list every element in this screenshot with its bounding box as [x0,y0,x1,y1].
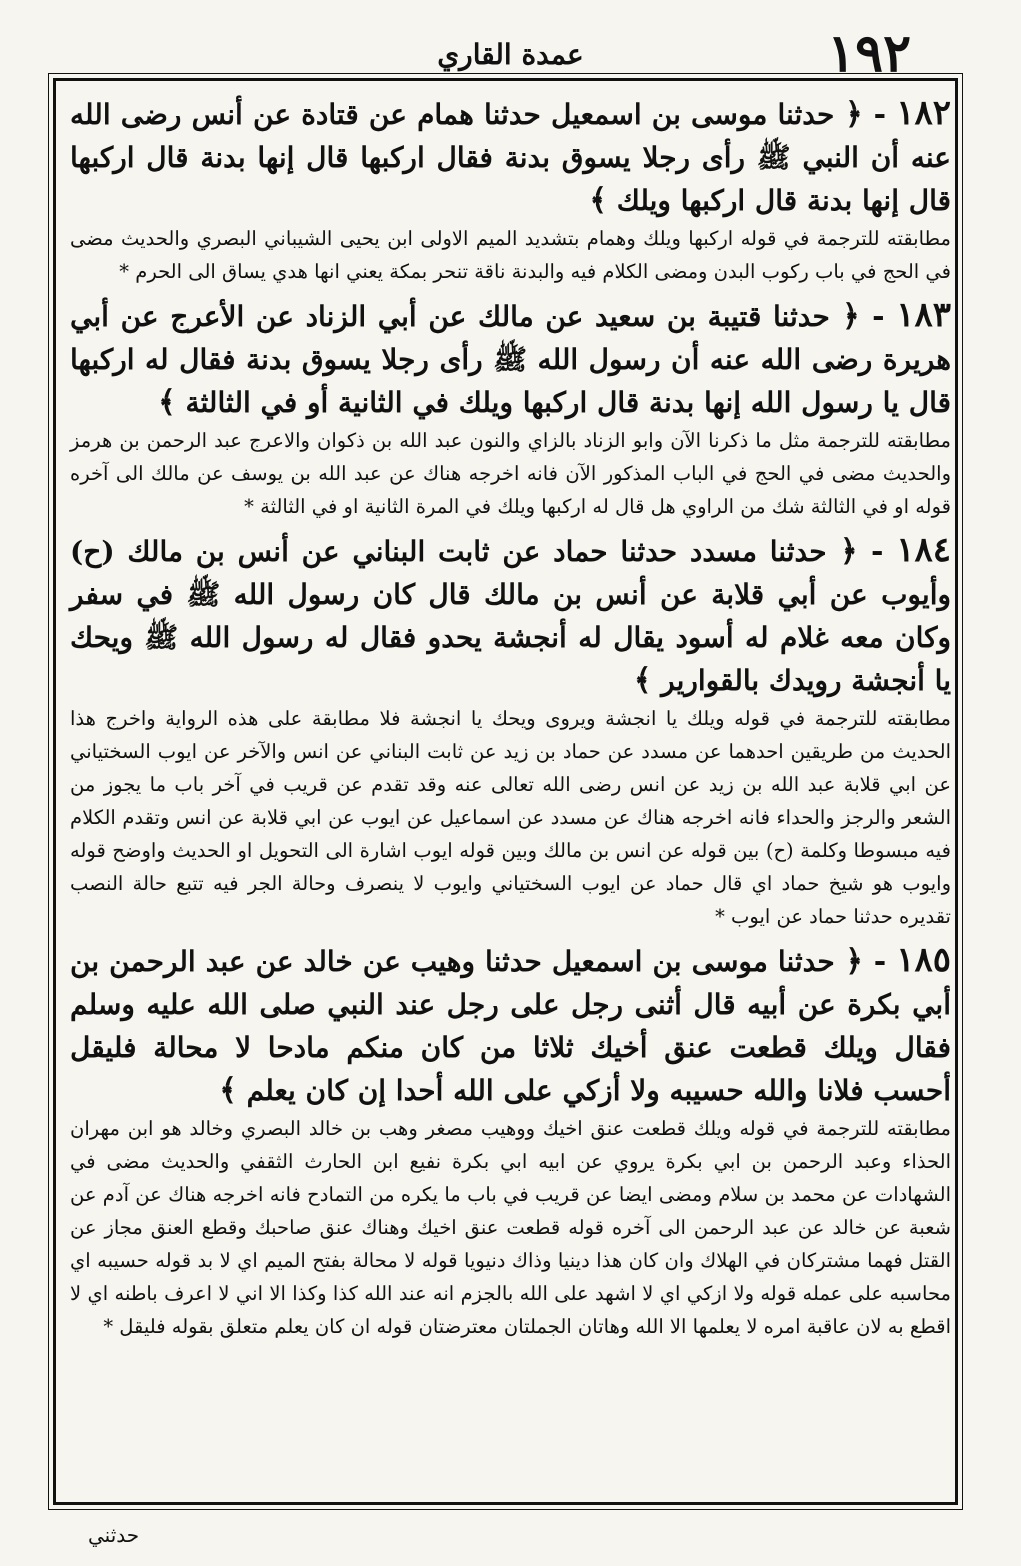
hadith-183 [70,294,951,424]
commentary-182: مطابقته للترجمة في قوله اركبها ويلك وهمام بتشديد الميم الاولى ابن يحيى الشيباني البصري والحديث مضى في الحج في باب ركوب البدن ومضى الكلام فيه والبدنة ناقة تنحر بمكة يعني انها هدي يساق الى الحرم * [70,227,951,283]
hadith-185 [70,939,951,1112]
hadith-text: حدثنا موسى بن اسمعيل حدثنا همام عن قتادة عن أنس رضى الله عنه أن النبي ﷺ رأى رجلا يسوق بدنة فقال اركبها قال إنها بدنة قال اركبها قال إنها بدنة قال اركبها ويلك [70,98,951,217]
close-marker: ﴾ [589,183,607,218]
close-marker: ﴾ [633,663,652,698]
text-body [70,92,951,1349]
close-marker: ﴾ [219,1073,237,1108]
dash-marker: - ﴿ [834,944,887,979]
hadith-text: حدثنا موسى بن اسمعيل حدثنا وهيب عن خالد عن عبد الرحمن بن أبي بكرة عن أبيه قال أثنى رجل على رجل عند النبي صلى الله عليه وسلم فقال ويلك قطعت عنق أخيك ثلاثا من كان منكم مادحا لا محالة فليقل أحسب فلانا والله حسيبه ولا أزكي على الله أحدا إن كان يعلم [70,945,952,1107]
hadith-182 [70,92,951,222]
hadith-text: حدثنا قتيبة بن سعيد عن مالك عن أبي الزناد عن الأعرج عن أبي هريرة رضى الله عنه أن رسول الله ﷺ رأى رجلا يسوق بدنة فقال له اركبها قال يا رسول الله إنها بدنة قال اركبها ويلك في الثانية أو في الثالثة [70,300,951,419]
dash-marker: - ﴿ [829,299,885,334]
commentary-185: مطابقته للترجمة في قوله ويلك قطعت عنق اخيك ووهيب مصغر وهب بن خالد البصري وخالد هو ابن مهران الحذاء وعبد الرحمن بن ابي بكرة يروي عن ابيه ابي بكرة نفيع ابن الحارث الثقفي والحديث مضى في الشهادات عن محمد بن سلام ومضى ايضا عن قريب في باب ما يكره من التمادح فانه اخرجه هناك عن آدم عن شعبة عن خالد عن عبد الرحمن الى آخره قوله قطعت عنق اخيك وهناك عنق صاحبك وقطع العنق مجاز عن القتل فهما مشتركان في الهلاك وان كان هذا دينيا وذاك دنيويا قوله لا محالة بفتح الميم اي لا بد قوله حسيبه اي محاسبه على عمله قوله ولا ازكي اي لا اشهد على الله بالجزم انه عند الله كذا وكذا الا اني لا اعرف باطنه اي لا اقطع به لان عاقبة امره لا يعلمها الا الله وهاتان الجملتان معترضتان قوله ان كان يعلم متعلق بقوله فليقل * [70,1117,951,1338]
dash-marker: - ﴿ [834,97,887,132]
close-marker: ﴾ [158,385,176,420]
hadith-184 [70,529,951,702]
catchword: حدثني [88,1523,140,1547]
hadith-text: حدثنا مسدد حدثنا حماد عن ثابت البناني عن أنس بن مالك (ح) وأيوب عن أبي قلابة عن أنس بن مالك قال كان رسول الله ﷺ في سفر وكان معه غلام له أسود يقال له أنجشة يحدو فقال له رسول الله ﷺ ويحك يا أنجشة رويدك بالقوارير [70,535,951,697]
hadith-number: ١٨٥ [896,940,952,980]
page-header [40,20,981,84]
commentary-183: مطابقته للترجمة مثل ما ذكرنا الآن وابو الزناد بالزاي والنون عبد الله بن ذكوان والاعرج عبد الرحمن بن هرمز والحديث مضى في الحج في الباب المذكور الآن فانه اخرجه هناك عن عبد الله بن يوسف عن مالك الى آخره قوله او في الثالثة شك من الراوي هل قال له اركبها ويلك في المرة الثانية او في الثالثة * [70,429,951,518]
running-title: عمدة القاري [437,38,584,71]
hadith-number: ١٨٤ [896,530,952,570]
commentary-184: مطابقته للترجمة في قوله ويلك يا انجشة ويروى ويحك يا انجشة فلا مطابقة على هذه الرواية واخرج هذا الحديث من طريقين احدهما عن مسدد عن حماد بن زيد عن ثابت البناني عن انس والآخر عن ايوب السختياني عن ابي قلابة عبد الله بن زيد عن انس رضى الله تعالى عنه وقد تقدم عن قريب في آخر باب ما يجوز من الشعر والرجز والحداء فانه اخرجه هناك عن مسدد عن اسماعيل عن ايوب عن ابي قلابة عن انس وتقدم الكلام فيه مبسوطا وكلمة (ح) بين قوله عن انس بن مالك وبين قوله ايوب اشارة الى التحويل او الحديث واوضح قوله وايوب هو شيخ حماد اي قال حماد عن ايوب السختياني وايوب لا ينصرف وحالة الجر فيه تتبع حالة النصب تقديره حدثنا حماد عن ايوب * [70,707,951,928]
page-number: ١٩٢ [827,23,911,84]
hadith-number: ١٨٢ [896,93,951,133]
hadith-number: ١٨٣ [896,295,951,335]
dash-marker: - ﴿ [826,534,884,569]
